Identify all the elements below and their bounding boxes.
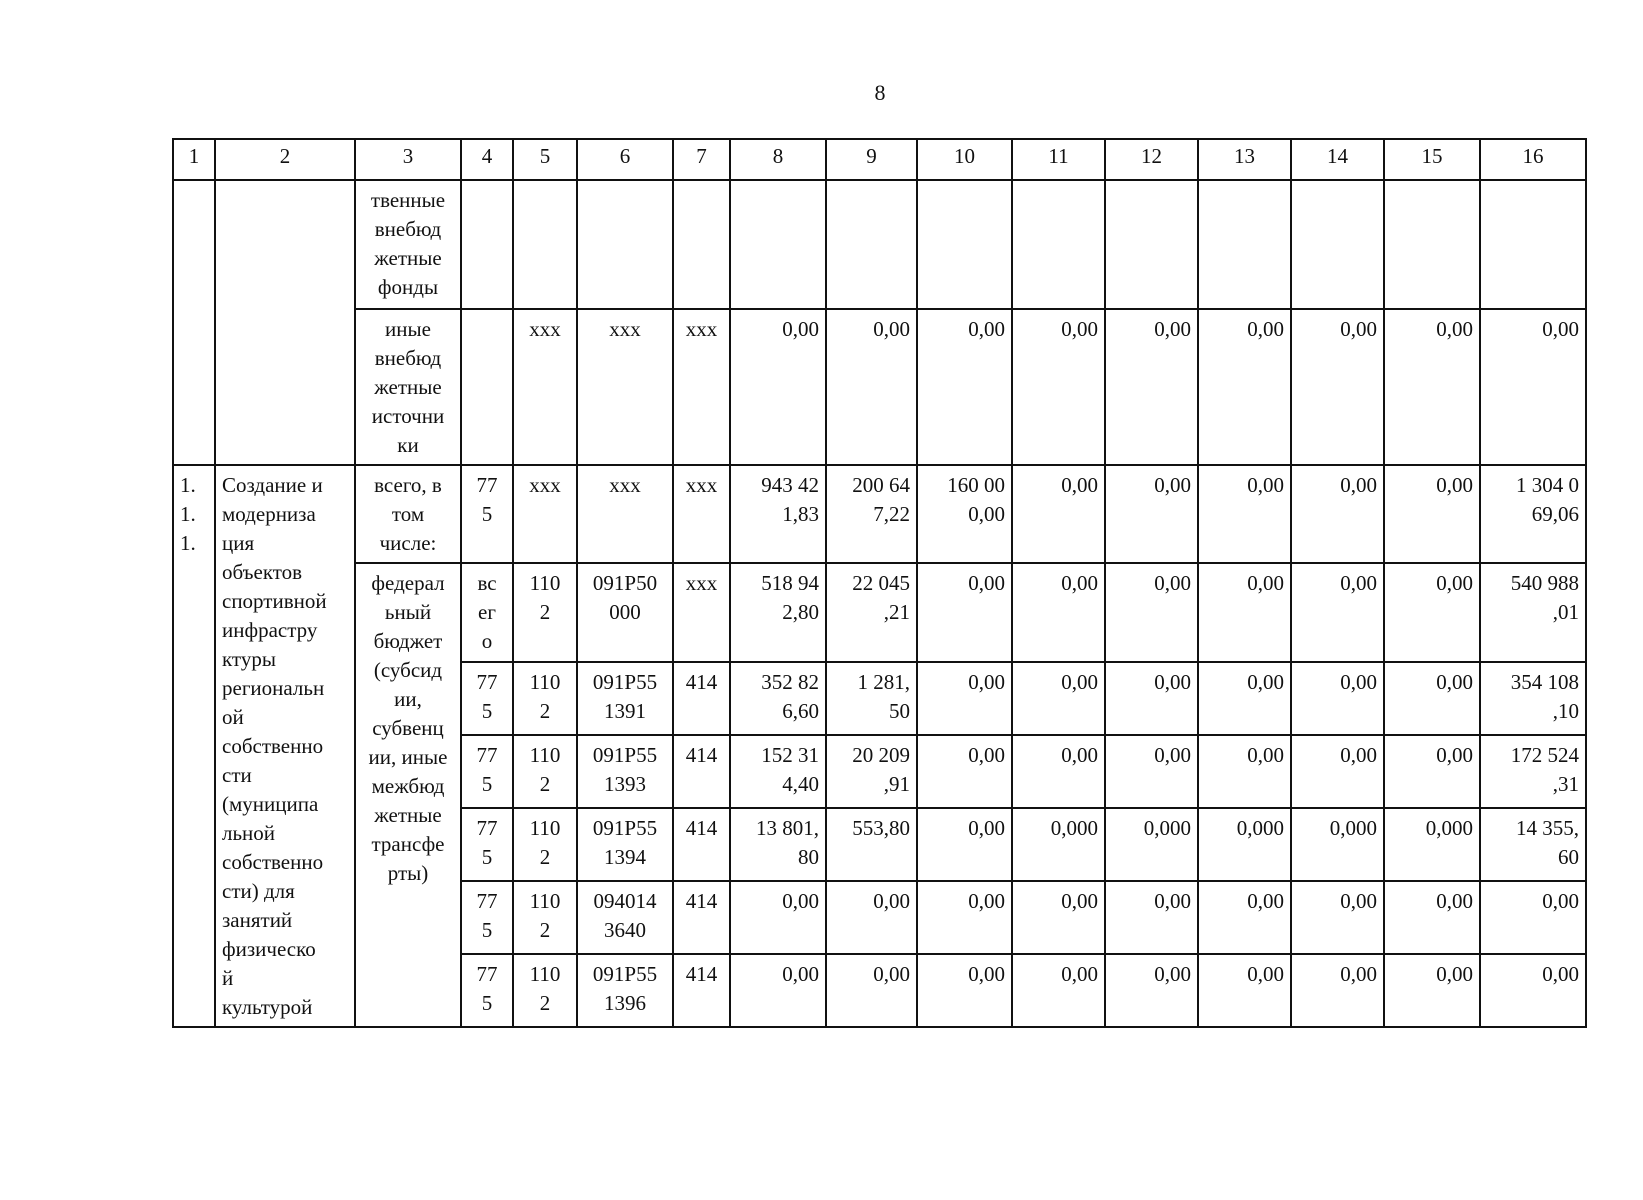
value-cell: 0,00 xyxy=(730,954,826,1027)
value-cell: 0,00 xyxy=(826,881,917,954)
code-cell: xxx xyxy=(673,465,730,563)
value-cell: 0,00 xyxy=(917,735,1012,808)
code-cell: 091P55 1391 xyxy=(577,662,673,735)
code-cell: 414 xyxy=(673,881,730,954)
code-cell: вс ег о xyxy=(461,563,513,662)
empty-cell xyxy=(1012,180,1105,309)
value-cell: 540 988 ,01 xyxy=(1480,563,1586,662)
value-cell: 0,00 xyxy=(1291,465,1384,563)
header-cell-1: 1 xyxy=(173,139,215,180)
value-cell: 0,00 xyxy=(1105,735,1198,808)
code-cell xyxy=(461,309,513,465)
header-cell-14: 14 xyxy=(1291,139,1384,180)
code-cell: xxx xyxy=(673,309,730,465)
value-cell: 0,00 xyxy=(1012,465,1105,563)
value-cell: 0,00 xyxy=(1384,881,1480,954)
value-cell: 0,000 xyxy=(1198,808,1291,881)
value-cell: 943 42 1,83 xyxy=(730,465,826,563)
code-cell: xxx xyxy=(513,309,577,465)
code-cell: 110 2 xyxy=(513,563,577,662)
header-cell-5: 5 xyxy=(513,139,577,180)
empty-cell xyxy=(513,180,577,309)
value-cell: 0,00 xyxy=(1012,881,1105,954)
value-cell: 0,00 xyxy=(1105,563,1198,662)
code-cell: 77 5 xyxy=(461,465,513,563)
value-cell: 152 31 4,40 xyxy=(730,735,826,808)
value-cell: 1 304 0 69,06 xyxy=(1480,465,1586,563)
value-cell: 0,00 xyxy=(1012,735,1105,808)
header-cell-16: 16 xyxy=(1480,139,1586,180)
value-cell: 0,00 xyxy=(826,954,917,1027)
empty-cell xyxy=(577,180,673,309)
value-cell: 0,00 xyxy=(917,309,1012,465)
value-cell: 200 64 7,22 xyxy=(826,465,917,563)
value-cell: 0,00 xyxy=(1480,881,1586,954)
value-cell: 0,00 xyxy=(1291,735,1384,808)
code-cell: 091P50 000 xyxy=(577,563,673,662)
value-cell: 0,00 xyxy=(1384,954,1480,1027)
empty-cell xyxy=(673,180,730,309)
value-cell: 0,00 xyxy=(1291,563,1384,662)
funds-row xyxy=(173,180,1586,309)
item-total-row xyxy=(173,465,1586,563)
value-cell: 0,00 xyxy=(1198,465,1291,563)
empty-cell xyxy=(1291,180,1384,309)
cont-num-cell xyxy=(173,180,215,465)
value-cell: 0,00 xyxy=(1198,662,1291,735)
value-cell: 0,00 xyxy=(1291,662,1384,735)
code-cell: 77 5 xyxy=(461,881,513,954)
empty-cell xyxy=(1384,180,1480,309)
value-cell: 22 045 ,21 xyxy=(826,563,917,662)
code-cell: xxx xyxy=(577,465,673,563)
value-cell: 0,00 xyxy=(1105,954,1198,1027)
other-sources-row xyxy=(173,309,1586,465)
header-cell-8: 8 xyxy=(730,139,826,180)
value-cell: 0,00 xyxy=(826,309,917,465)
code-cell: 110 2 xyxy=(513,954,577,1027)
header-cell-13: 13 xyxy=(1198,139,1291,180)
header-cell-9: 9 xyxy=(826,139,917,180)
value-cell: 0,00 xyxy=(1105,881,1198,954)
header-cell-2: 2 xyxy=(215,139,355,180)
code-cell: 091P55 1393 xyxy=(577,735,673,808)
federal-row xyxy=(173,563,1586,662)
value-cell: 0,00 xyxy=(1105,465,1198,563)
code-cell: 77 5 xyxy=(461,735,513,808)
header-cell-12: 12 xyxy=(1105,139,1198,180)
value-cell: 0,00 xyxy=(1291,954,1384,1027)
header-cell-4: 4 xyxy=(461,139,513,180)
value-cell: 0,00 xyxy=(1105,309,1198,465)
value-cell: 0,00 xyxy=(1480,309,1586,465)
code-cell: 414 xyxy=(673,662,730,735)
item-name-cell: Создание и модерниза ция объектов спортивной инфрастру ктуры региональн ой собственно сти (муниципа льной собственно сти) для занятий физическо й культурой xyxy=(215,465,355,1027)
item-number-cell: 1. 1. 1. xyxy=(173,465,215,1027)
value-cell: 0,000 xyxy=(1384,808,1480,881)
value-cell: 553,80 xyxy=(826,808,917,881)
value-cell: 0,00 xyxy=(917,808,1012,881)
value-cell: 0,00 xyxy=(1384,735,1480,808)
value-cell: 518 94 2,80 xyxy=(730,563,826,662)
value-cell: 0,00 xyxy=(1012,662,1105,735)
value-cell: 352 82 6,60 xyxy=(730,662,826,735)
code-cell: 414 xyxy=(673,954,730,1027)
code-cell: 110 2 xyxy=(513,808,577,881)
value-cell: 0,000 xyxy=(1105,808,1198,881)
header-row xyxy=(173,139,1586,180)
value-cell: 0,00 xyxy=(917,563,1012,662)
empty-cell xyxy=(461,180,513,309)
value-cell: 0,00 xyxy=(730,309,826,465)
empty-cell xyxy=(1198,180,1291,309)
empty-cell xyxy=(1480,180,1586,309)
value-cell: 0,00 xyxy=(1291,309,1384,465)
header-cell-10: 10 xyxy=(917,139,1012,180)
value-cell: 0,00 xyxy=(730,881,826,954)
value-cell: 0,00 xyxy=(1198,309,1291,465)
code-cell: xxx xyxy=(513,465,577,563)
code-cell: 091P55 1394 xyxy=(577,808,673,881)
source-cell: твенные внебюд жетные фонды xyxy=(355,180,461,309)
code-cell: 094014 3640 xyxy=(577,881,673,954)
code-cell: 110 2 xyxy=(513,735,577,808)
code-cell: 110 2 xyxy=(513,881,577,954)
value-cell: 172 524 ,31 xyxy=(1480,735,1586,808)
page-number: 8 xyxy=(874,80,886,105)
value-cell: 13 801, 80 xyxy=(730,808,826,881)
value-cell: 14 355, 60 xyxy=(1480,808,1586,881)
value-cell: 0,00 xyxy=(1012,954,1105,1027)
header-cell-15: 15 xyxy=(1384,139,1480,180)
empty-cell xyxy=(917,180,1012,309)
value-cell: 20 209 ,91 xyxy=(826,735,917,808)
value-cell: 0,00 xyxy=(1384,309,1480,465)
value-cell: 0,00 xyxy=(1198,954,1291,1027)
code-cell: 110 2 xyxy=(513,662,577,735)
value-cell: 0,00 xyxy=(1384,662,1480,735)
code-cell: 77 5 xyxy=(461,954,513,1027)
value-cell: 0,00 xyxy=(1291,881,1384,954)
value-cell: 0,00 xyxy=(1384,465,1480,563)
code-cell: 77 5 xyxy=(461,808,513,881)
empty-cell xyxy=(730,180,826,309)
code-cell: xxx xyxy=(673,563,730,662)
value-cell: 0,00 xyxy=(1198,735,1291,808)
federal-source-cell: федерал ьный бюджет (субсид ии, субвенц ии, иные межбюд жетные трансфе рты) xyxy=(355,563,461,1027)
value-cell: 0,00 xyxy=(917,954,1012,1027)
empty-cell xyxy=(826,180,917,309)
code-cell: 091P55 1396 xyxy=(577,954,673,1027)
value-cell: 0,00 xyxy=(1384,563,1480,662)
value-cell: 0,000 xyxy=(1291,808,1384,881)
header-cell-6: 6 xyxy=(577,139,673,180)
budget-table xyxy=(172,138,1587,1028)
value-cell: 0,00 xyxy=(917,662,1012,735)
value-cell: 0,00 xyxy=(1105,662,1198,735)
header-cell-11: 11 xyxy=(1012,139,1105,180)
code-cell: 414 xyxy=(673,808,730,881)
value-cell: 0,00 xyxy=(917,881,1012,954)
value-cell: 0,00 xyxy=(1198,881,1291,954)
value-cell: 0,00 xyxy=(1012,563,1105,662)
empty-cell xyxy=(1105,180,1198,309)
value-cell: 354 108 ,10 xyxy=(1480,662,1586,735)
code-cell: 77 5 xyxy=(461,662,513,735)
code-cell: 414 xyxy=(673,735,730,808)
value-cell: 0,00 xyxy=(1012,309,1105,465)
value-cell: 0,000 xyxy=(1012,808,1105,881)
header-cell-7: 7 xyxy=(673,139,730,180)
table-body xyxy=(173,139,1586,1027)
cont-name-cell xyxy=(215,180,355,465)
value-cell: 160 00 0,00 xyxy=(917,465,1012,563)
header-cell-3: 3 xyxy=(355,139,461,180)
value-cell: 0,00 xyxy=(1198,563,1291,662)
code-cell: xxx xyxy=(577,309,673,465)
source-cell: иные внебюд жетные источни ки xyxy=(355,309,461,465)
value-cell: 1 281, 50 xyxy=(826,662,917,735)
source-cell: всего, в том числе: xyxy=(355,465,461,563)
value-cell: 0,00 xyxy=(1480,954,1586,1027)
